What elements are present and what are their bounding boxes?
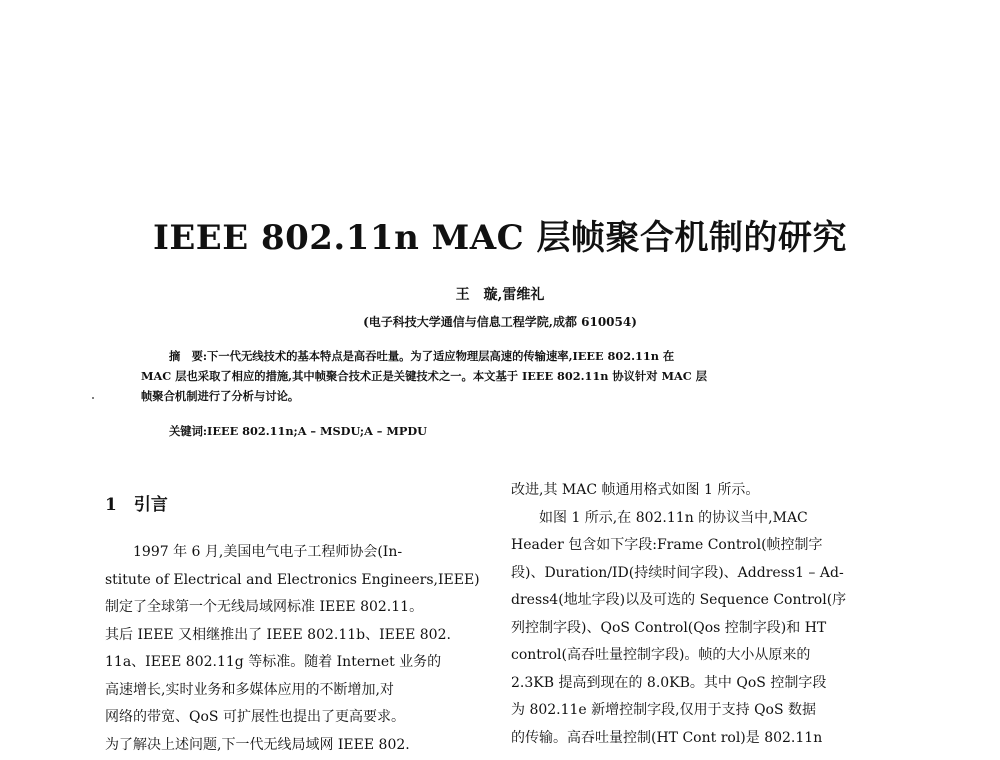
body-line: 的传输。高吞吐量控制(HT Cont rol)是 802.11n <box>511 729 823 746</box>
abstract-block <box>141 346 861 406</box>
section-heading-introduction: 1 引言 <box>105 495 168 515</box>
body-line: Header 包含如下字段:Frame Control(帧控制字 <box>511 537 823 553</box>
body-line: 其后 IEEE 又相继推出了 IEEE 802.11b、IEEE 802. <box>105 626 451 643</box>
body-line: 为了解决上述问题,下一代无线局域网 IEEE 802. <box>105 736 410 753</box>
left-column <box>105 490 480 759</box>
body-line: dress4(地址字段)以及可选的 Sequence Control(序 <box>511 592 847 608</box>
body-line: 如图 1 所示,在 802.11n 的协议当中,MAC <box>539 509 808 526</box>
abstract-line: 摘 要:下一代无线技术的基本特点是高吞吐量。为了适应物理层高速的传输速率,IEEE 802.11n 在 <box>169 349 675 363</box>
paper-title: IEEE 802.11n MAC 层帧聚合机制的研究 <box>152 218 848 258</box>
body-line: 为 802.11e 新增控制字段,仅用于支持 QoS 数据 <box>511 702 817 718</box>
body-line: 高速增长,实时业务和多媒体应用的不断增加,对 <box>105 681 394 698</box>
body-line: 1997 年 6 月,美国电气电子工程师协会(In- <box>133 544 403 560</box>
body-line: 2.3KB 提高到现在的 8.0KB。其中 QoS 控制字段 <box>511 674 827 691</box>
abstract-line: 帧聚合机制进行了分析与讨论。 <box>141 389 300 403</box>
right-column <box>511 477 886 752</box>
body-line: 网络的带宽、QoS 可扩展性也提出了更高要求。 <box>105 709 405 725</box>
body-line: 改进,其 MAC 帧通用格式如图 1 所示。 <box>511 482 760 498</box>
body-line: control(高吞吐量控制字段)。帧的大小从原来的 <box>511 647 811 663</box>
paper-affiliation: (电子科技大学通信与信息工程学院,成都 610054) <box>363 315 637 329</box>
abstract-line: MAC 层也采取了相应的措施,其中帧聚合技术正是关键技术之一。本文基于 IEEE 802.11n 协议针对 MAC 层 <box>141 369 708 383</box>
keywords-line: 关键词:IEEE 802.11n;A – MSDU;A – MPDU <box>169 424 428 438</box>
paper-authors: 王 璇,雷维礼 <box>455 287 545 303</box>
body-line: stitute of Electrical and Electronics Engineers,IEEE) <box>105 571 480 588</box>
body-line: 制定了全球第一个无线局域网标准 IEEE 802.11。 <box>105 599 424 615</box>
body-line: 列控制字段)、QoS Control(Qos 控制字段)和 HT <box>511 619 827 636</box>
body-line: 段)、Duration/ID(持续时间字段)、Address1 – Ad- <box>511 564 844 581</box>
margin-dot <box>92 397 94 399</box>
body-line: 11a、IEEE 802.11g 等标准。随着 Internet 业务的 <box>105 654 442 670</box>
